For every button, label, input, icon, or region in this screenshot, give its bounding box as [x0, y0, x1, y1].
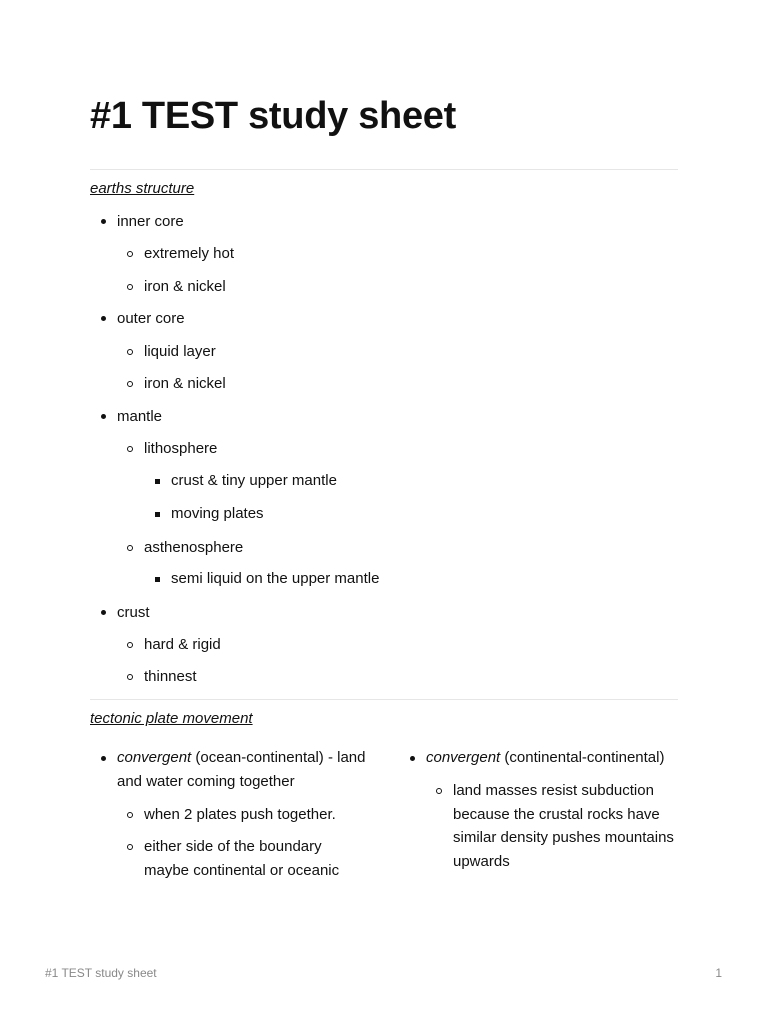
bullet-square-icon	[155, 512, 160, 517]
bullet-disc-icon	[101, 316, 106, 321]
bullet-circle-icon	[436, 788, 442, 794]
list-item: moving plates	[171, 505, 264, 522]
list-item: thinnest	[144, 668, 197, 685]
term-description: (continental-continental)	[500, 749, 665, 766]
list-item: when 2 plates push together.	[144, 806, 336, 823]
bullet-disc-icon	[101, 756, 106, 761]
bullet-circle-icon	[127, 674, 133, 680]
list-item: semi liquid on the upper mantle	[171, 570, 380, 587]
list-item: crust & tiny upper mantle	[171, 472, 337, 489]
list-item: land masses resist subduction because the crustal rocks have similar density pushes mountains upwards	[453, 782, 674, 870]
list-item: either side of the boundary maybe continental or oceanic	[144, 838, 340, 879]
list-item: iron & nickel	[144, 375, 226, 392]
footer-title: #1 TEST study sheet	[45, 966, 157, 980]
page-number: 1	[715, 966, 722, 980]
section-heading-earths-structure: earths structure	[90, 180, 195, 197]
list-item: mantle	[117, 408, 163, 425]
list-item: lithosphere	[144, 440, 218, 457]
list-item: hard & rigid	[144, 636, 221, 653]
bullet-circle-icon	[127, 349, 133, 355]
list-item: iron & nickel	[144, 278, 226, 295]
list-item: crust	[117, 604, 150, 621]
list-item: inner core	[117, 213, 184, 230]
list-item: liquid layer	[144, 343, 216, 360]
bullet-square-icon	[155, 577, 160, 582]
list-item: outer core	[117, 310, 185, 327]
page-title: #1 TEST study sheet	[90, 95, 456, 137]
list-item: extremely hot	[144, 245, 235, 262]
bullet-circle-icon	[127, 446, 133, 452]
list-item	[426, 746, 696, 770]
list-item	[117, 746, 379, 793]
bullet-circle-icon	[127, 251, 133, 257]
bullet-circle-icon	[127, 642, 133, 648]
bullet-circle-icon	[127, 381, 133, 387]
divider	[90, 699, 678, 700]
section-heading-tectonic-plate-movement: tectonic plate movement	[90, 710, 253, 727]
list-item: asthenosphere	[144, 539, 244, 556]
bullet-circle-icon	[127, 284, 133, 290]
term: convergent	[117, 749, 192, 766]
bullet-disc-icon	[101, 414, 106, 419]
bullet-disc-icon	[101, 219, 106, 224]
bullet-circle-icon	[127, 545, 133, 551]
bullet-disc-icon	[101, 610, 106, 615]
bullet-square-icon	[155, 479, 160, 484]
term-description: (ocean-continental) - land and water coming together	[117, 749, 366, 790]
term: convergent	[426, 749, 501, 766]
bullet-circle-icon	[127, 812, 133, 818]
divider	[90, 169, 678, 170]
bullet-circle-icon	[127, 844, 133, 850]
bullet-disc-icon	[410, 756, 415, 761]
